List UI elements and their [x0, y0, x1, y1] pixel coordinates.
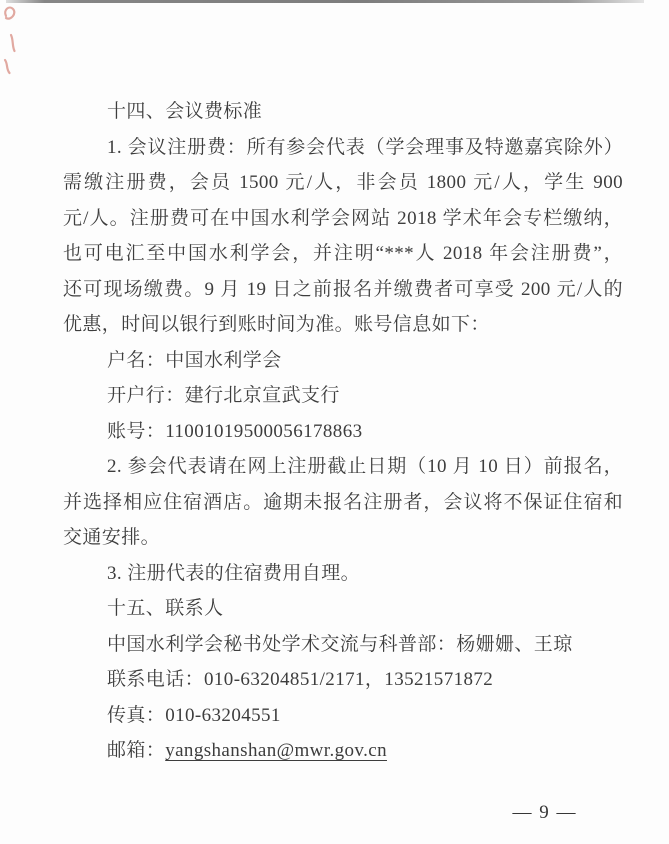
email-label: 邮箱：	[107, 740, 166, 761]
paragraph-1-line: 元/人。注册费可在中国水利学会网站 2018 学术年会专栏缴纳，	[63, 207, 623, 229]
paragraph-2-line: 2. 参会代表请在网上注册截止日期（10 月 10 日）前报名，	[107, 456, 623, 477]
paragraph-1-line: 需缴注册费，会员 1500 元/人，非会员 1800 元/人，学生 900	[63, 172, 623, 193]
contact-names-line: 中国水利学会秘书处学术交流与科普部：杨姗姗、王琼	[107, 633, 573, 655]
page-number-text: — 9 —	[512, 802, 577, 823]
phone-line: 联系电话：010-63204851/2171，13521571872	[107, 669, 494, 690]
fax-line: 传真：010-63204551	[107, 704, 281, 726]
account-name-line: 户名：中国水利学会	[107, 349, 282, 371]
account-number-line: 账号：11001019500056178863	[107, 420, 363, 442]
paragraph-1-line: 还可现场缴费。9 月 19 日之前报名并缴费者可享受 200 元/人的	[63, 278, 623, 300]
section-heading-15: 十五、联系人	[107, 598, 224, 619]
paragraph-1-line: 优惠，时间以银行到账时间为准。账号信息如下：	[63, 314, 490, 335]
paragraph-1-line: 也可电汇至中国水利学会，并注明“***人 2018 年会注册费”，	[63, 243, 623, 264]
paragraph-3-line: 3. 注册代表的住宿费用自理。	[107, 562, 361, 584]
bank-branch-line: 开户行：建行北京宣武支行	[107, 385, 340, 406]
paragraph-2-line: 并选择相应住宿酒店。逾期未报名注册者，会议将不保证住宿和	[63, 491, 623, 513]
email-line	[63, 733, 623, 769]
scan-edge-line	[6, 0, 644, 3]
page-number	[513, 802, 578, 824]
red-pen-marks	[0, 2, 30, 92]
email-link[interactable]: yangshanshan@mwr.gov.cn	[165, 740, 387, 761]
paragraph-2-line: 交通安排。	[63, 527, 161, 548]
document-body	[63, 94, 623, 769]
section-heading-14: 十四、会议费标准	[107, 101, 263, 122]
paragraph-1-line: 1. 会议注册费：所有参会代表（学会理事及特邀嘉宾除外）	[107, 136, 623, 158]
